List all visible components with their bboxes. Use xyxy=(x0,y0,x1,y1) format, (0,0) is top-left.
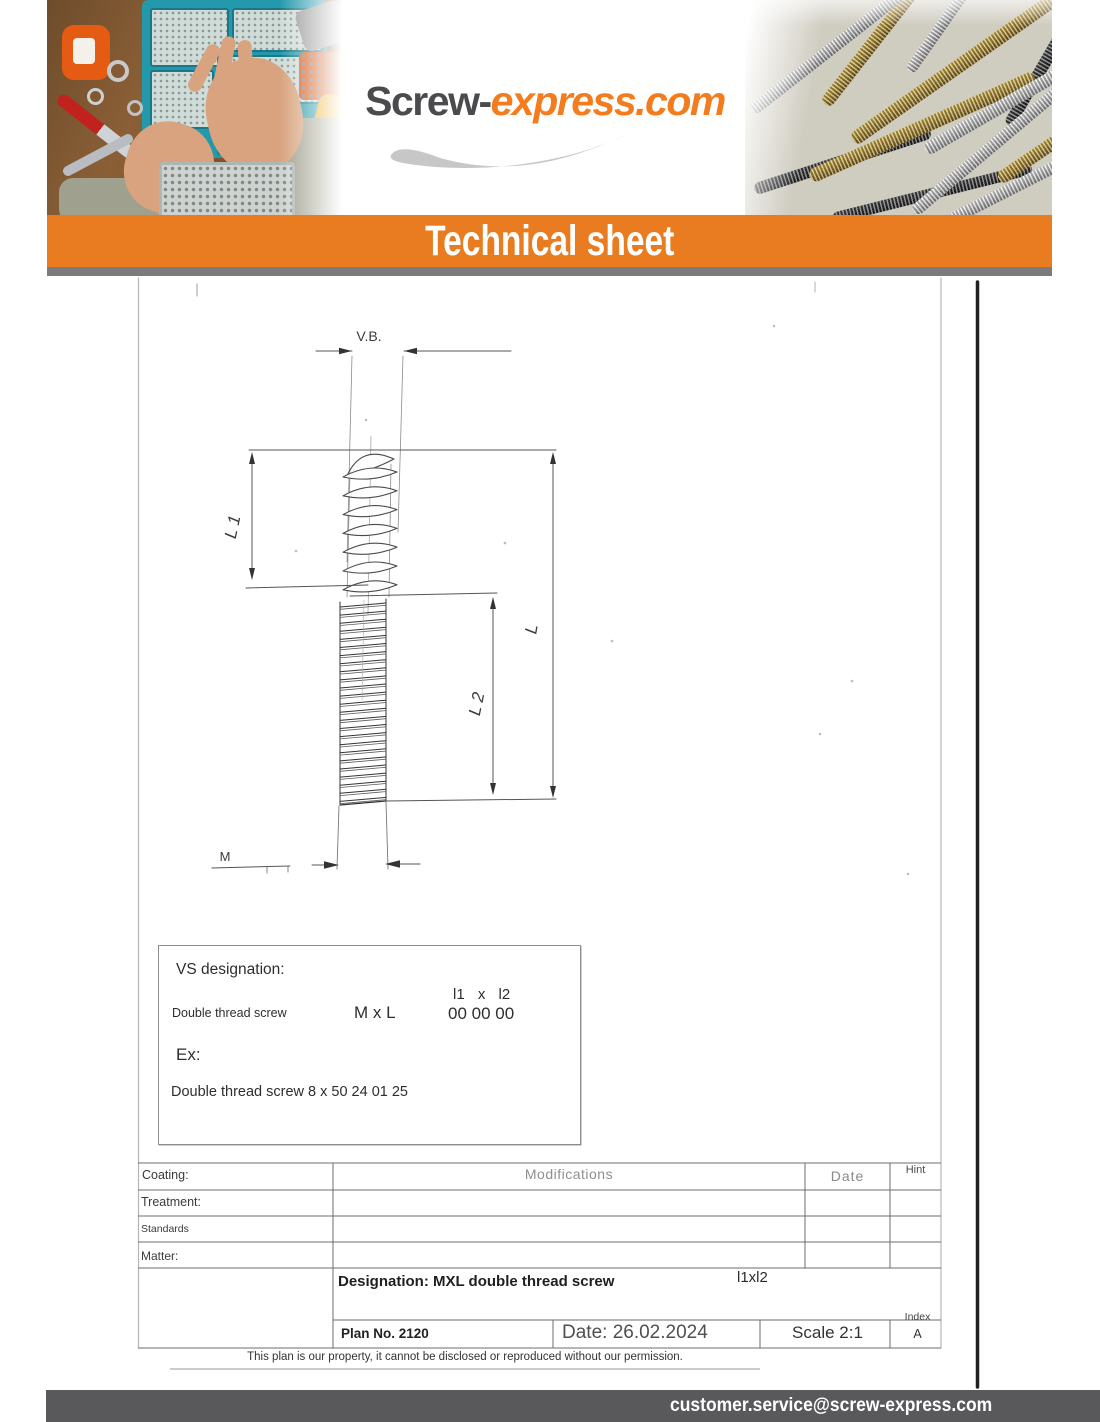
logo xyxy=(345,78,745,125)
designation-text: Designation: MXL double thread screw xyxy=(338,1273,615,1290)
vs-example: Double thread screw 8 x 50 24 01 25 xyxy=(171,1084,408,1100)
banner-title: Technical sheet xyxy=(424,216,675,265)
dim-label-l2: L 2 xyxy=(464,690,489,718)
banner-underline xyxy=(47,267,1052,276)
logo-text-orange: express.com xyxy=(490,78,725,124)
dim-label-l1: L 1 xyxy=(220,513,245,541)
banner xyxy=(47,215,1052,267)
vs-formula: M x L xyxy=(354,1003,396,1022)
logo-text-dark: Screw- xyxy=(365,78,491,124)
row-label-matter: Matter: xyxy=(141,1249,179,1263)
date-header: Date xyxy=(830,1168,865,1184)
logo-swoosh xyxy=(385,128,635,173)
row-label-coating: Coating: xyxy=(142,1168,189,1182)
vs-dims-top: l1 x l2 xyxy=(453,986,511,1003)
dim-label-l: L xyxy=(521,622,542,636)
screws-pile-photo xyxy=(745,0,1052,215)
workbench-photo xyxy=(47,0,345,215)
property-note: This plan is our property, it cannot be disclosed or reproduced without our permission. xyxy=(247,1351,683,1363)
plan-scale: Scale 2:1 xyxy=(792,1323,863,1342)
plan-number: Plan No. 2120 xyxy=(341,1326,429,1341)
footer-bar xyxy=(46,1390,1100,1422)
modifications-header: Modifications xyxy=(524,1166,614,1182)
dim-label-vb: V.B. xyxy=(356,328,382,344)
vs-dims-bottom: 00 00 00 xyxy=(448,1004,515,1023)
plan-date: Date: 26.02.2024 xyxy=(562,1322,708,1343)
dim-label-m: M xyxy=(219,849,231,864)
footer-email: customer.service@screw-express.com xyxy=(669,1395,992,1416)
vs-designation-title: VS designation: xyxy=(176,961,285,978)
hint-header: Hint xyxy=(905,1164,926,1176)
index-value: A xyxy=(913,1327,922,1341)
vs-designation-box xyxy=(158,945,581,1145)
index-label: Index xyxy=(904,1311,931,1323)
vs-example-label: Ex: xyxy=(176,1045,201,1064)
vs-product: Double thread screw xyxy=(172,1006,287,1020)
designation-dims: l1xl2 xyxy=(737,1269,768,1286)
row-label-standards: Standards xyxy=(141,1223,189,1235)
row-label-treatment: Treatment: xyxy=(141,1195,201,1209)
